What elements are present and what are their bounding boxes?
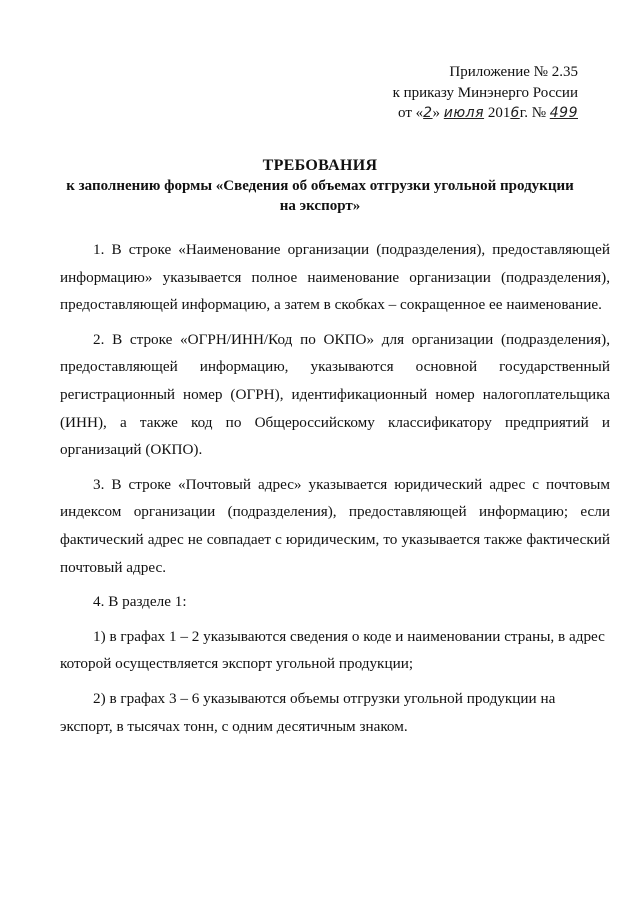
document-title-block bbox=[60, 156, 580, 216]
date-prefix: от « bbox=[398, 105, 424, 121]
document-title: ТРЕБОВАНИЯ bbox=[262, 157, 378, 174]
document-body bbox=[60, 236, 610, 747]
handwritten-year-digit: 6 bbox=[510, 105, 520, 121]
paragraph-4-item-2: 2) в графах 3 – 6 указываются объемы отгрузки угольной продукции на экспорт, в тысячах тонн, с одним десятичным знаком. bbox=[60, 689, 556, 735]
appendix-order-reference: к приказу Минэнерго России bbox=[392, 84, 578, 101]
paragraph-4: 4. В разделе 1: bbox=[93, 593, 187, 611]
appendix-date-line bbox=[393, 103, 578, 124]
date-year-prefix: 201 bbox=[487, 105, 511, 121]
date-separator: » bbox=[432, 105, 441, 121]
paragraph-4-item-1: 1) в графах 1 – 2 указываются сведения о коде и наименовании страны, в адрес которой осуществляется экспорт угольной продукции; bbox=[60, 627, 605, 673]
appendix-number: Приложение № 2.35 bbox=[449, 64, 578, 80]
paragraph-2: 2. В строке «ОГРН/ИНН/Код по ОКПО» для организации (подразделения), предоставляющей информацию, указываются основной государственный регистрационный номер (ОГРН), идентификационный номер налогоплательщика (ИНН), а также код по Общероссийскому классификатору предприятий и организаций (ОКПО). bbox=[60, 330, 610, 459]
handwritten-order-number: 499 bbox=[549, 105, 578, 121]
paragraph-3: 3. В строке «Почтовый адрес» указывается юридический адрес с почтовым индексом организации (подразделения), предоставляющей информацию; если фактический адрес не совпадает с юридическим, то указывается также фактический почтовый адрес. bbox=[60, 475, 610, 576]
date-order-label: г. № bbox=[519, 105, 547, 121]
handwritten-month: июля bbox=[443, 105, 485, 121]
paragraph-1: 1. В строке «Наименование организации (подразделения), предоставляющей информацию» указывается полное наименование организации (подразделения), предоставляющей информацию, а затем в скобках – сокращенное ее наименование. bbox=[60, 241, 610, 314]
appendix-header bbox=[393, 62, 578, 124]
document-subtitle: к заполнению формы «Сведения об объемах отгрузки угольной продукции на экспорт» bbox=[66, 178, 574, 214]
handwritten-day: 2 bbox=[423, 105, 433, 121]
